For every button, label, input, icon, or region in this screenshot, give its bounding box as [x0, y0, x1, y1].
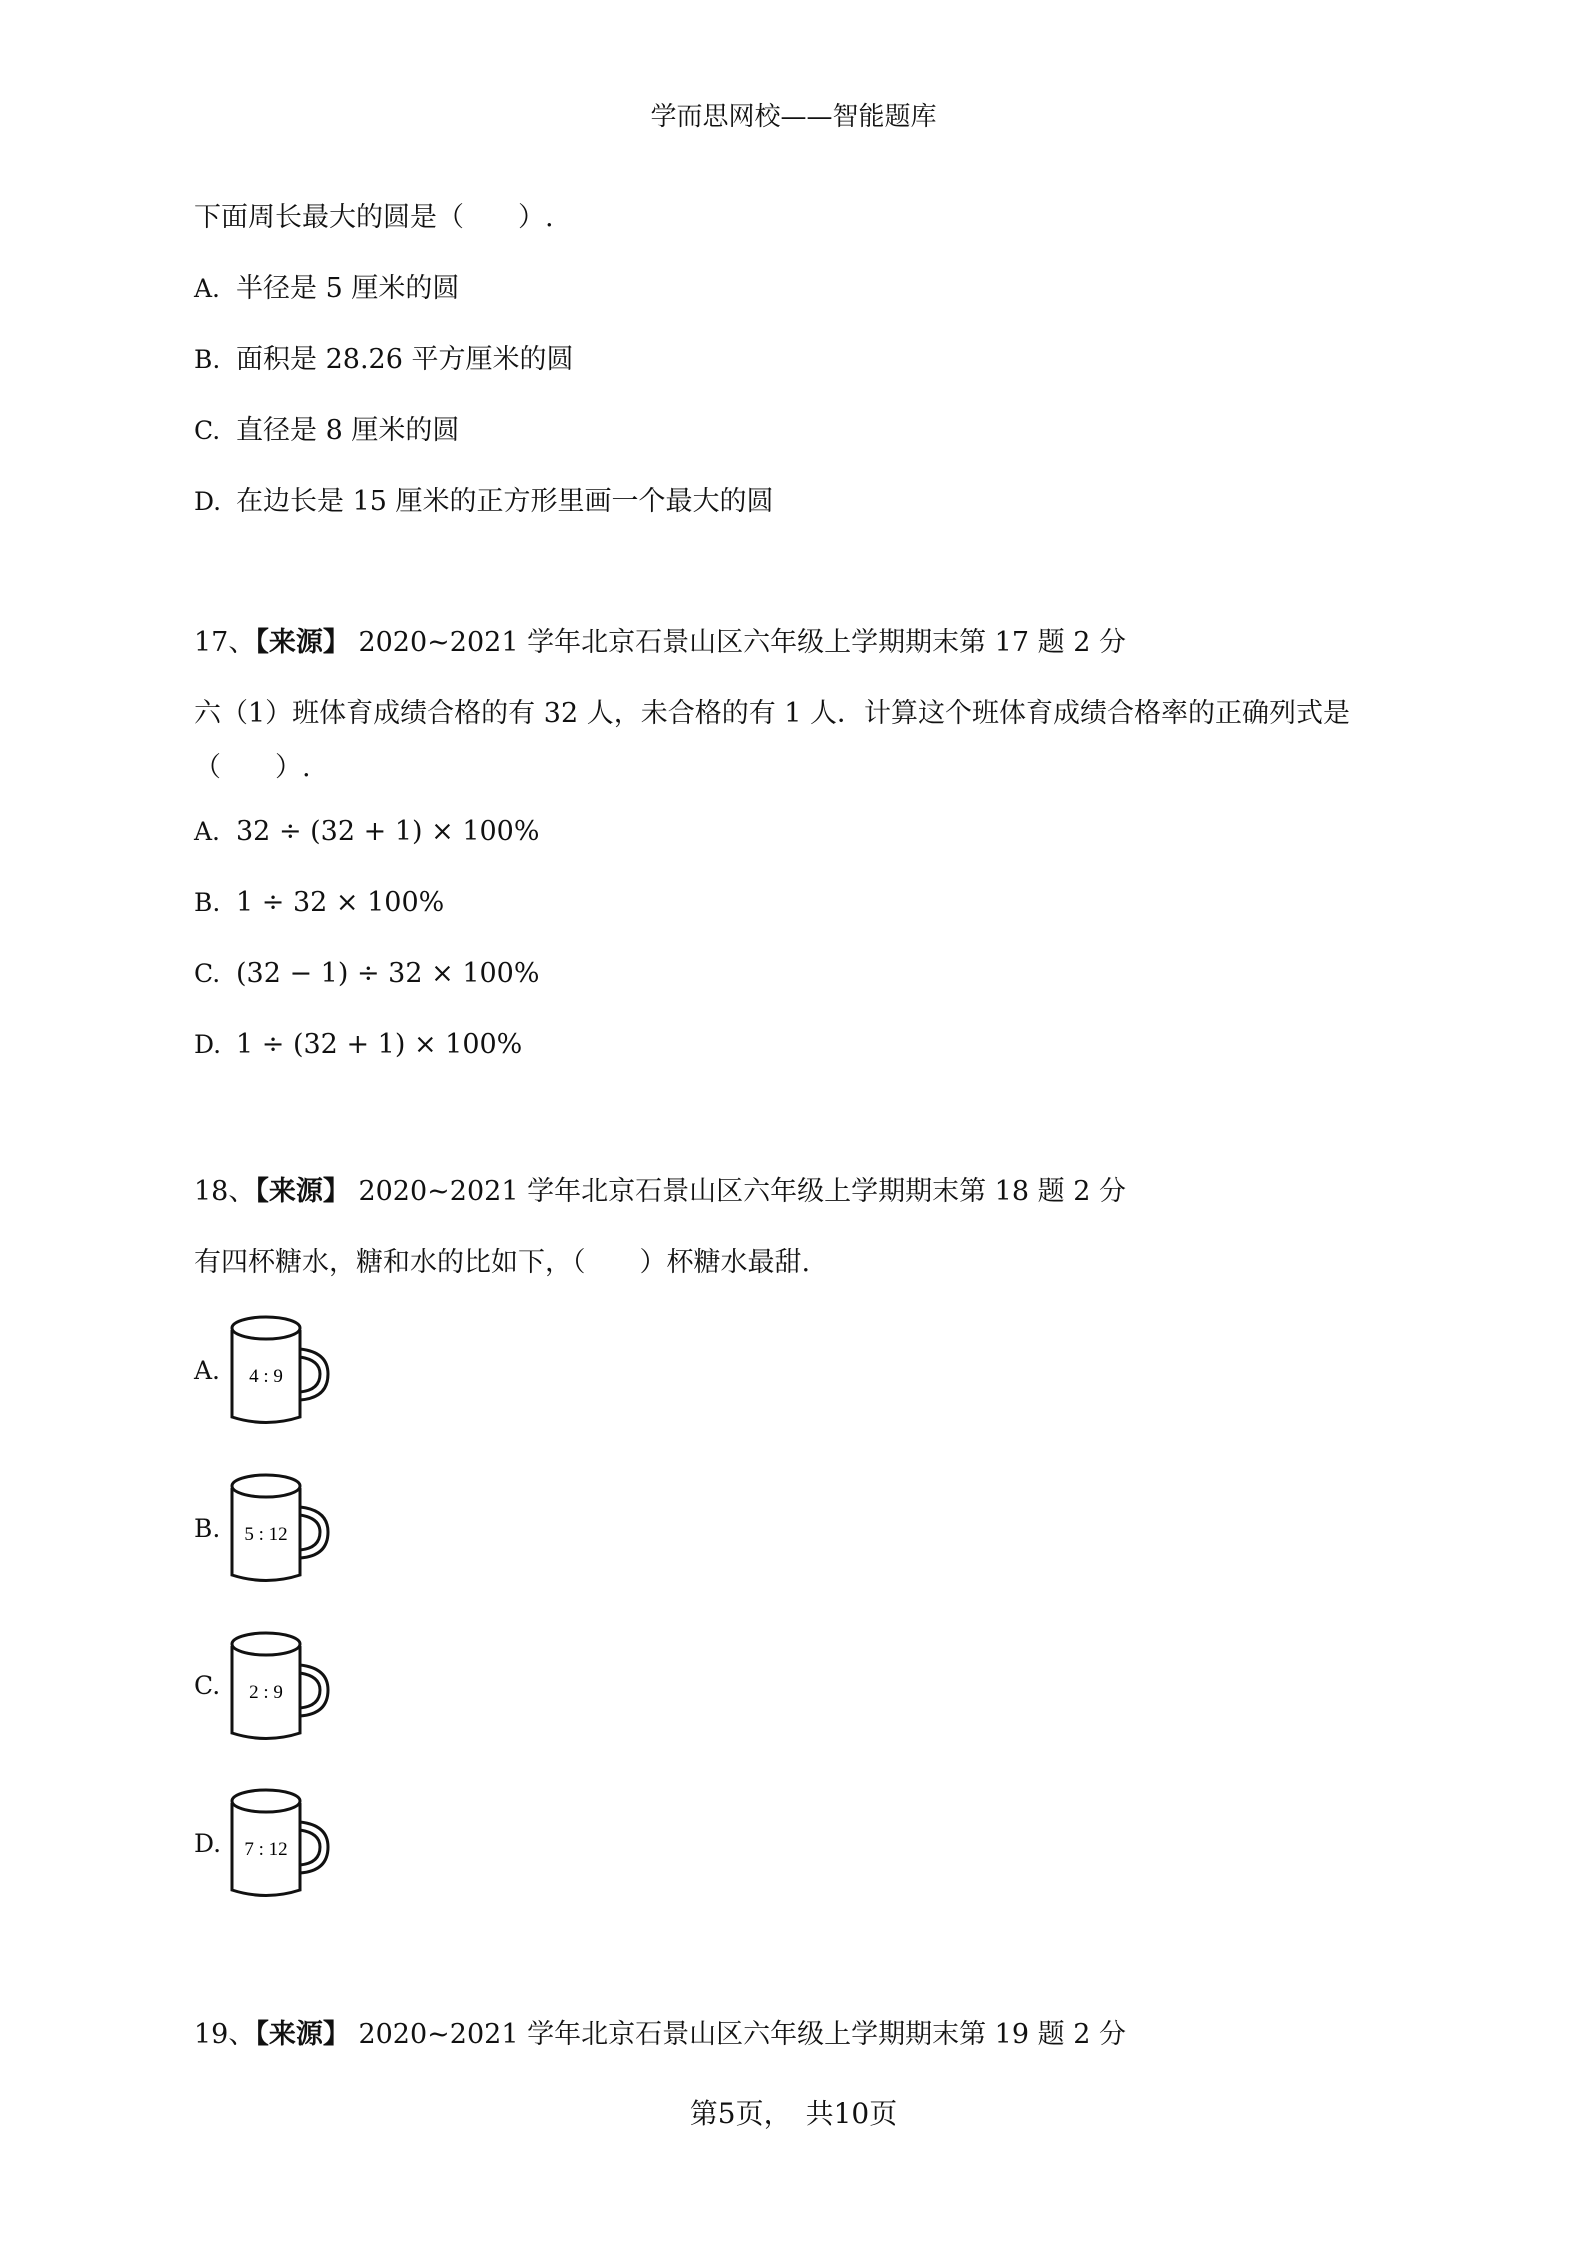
mug-ratio: 4 : 9	[249, 1366, 283, 1387]
option-letter: B.	[194, 345, 221, 374]
mug-icon	[226, 1312, 332, 1428]
mug-ratio: 5 : 12	[244, 1524, 288, 1545]
source-text: 2020~2021 学年北京石景山区六年级上学期期末第 19 题 2 分	[358, 2019, 1126, 2050]
q16-stem: 下面周长最大的圆是（ ）.	[194, 202, 554, 233]
page-header: 学而思网校——智能题库	[650, 102, 937, 132]
option-letter: B.	[194, 888, 221, 917]
question-number: 19、	[194, 2019, 256, 2050]
option-formula: 32 ÷ (32 + 1) × 100%	[236, 816, 540, 847]
source-text: 2020~2021 学年北京石景山区六年级上学期期末第 17 题 2 分	[358, 627, 1126, 658]
option-letter: A.	[194, 274, 221, 303]
q17-option-c[interactable]	[194, 958, 540, 989]
q17-option-d[interactable]	[194, 1029, 522, 1060]
option-text: 在边长是 15 厘米的正方形里画一个最大的圆	[236, 486, 774, 517]
q17-option-b[interactable]	[194, 887, 444, 918]
option-letter: D.	[194, 487, 222, 516]
q19-source-line	[194, 2012, 1126, 2051]
mug-ratio: 2 : 9	[249, 1682, 283, 1703]
question-number: 17、	[194, 627, 256, 658]
option-letter: D.	[194, 1829, 222, 1858]
option-letter: B.	[194, 1514, 221, 1543]
source-label: 【来源】	[255, 1176, 350, 1207]
q16-option-c[interactable]	[194, 408, 459, 447]
source-label: 【来源】	[255, 2019, 350, 2050]
mug-icon	[226, 1628, 332, 1744]
option-text: 直径是 8 厘米的圆	[236, 415, 460, 446]
option-letter: D.	[194, 1030, 222, 1059]
q18-stem: 有四杯糖水，糖和水的比如下，（ ）杯糖水最甜.	[194, 1247, 811, 1278]
q16-option-b[interactable]	[194, 337, 573, 376]
question-number: 18、	[194, 1176, 256, 1207]
option-letter: C.	[194, 1671, 221, 1700]
option-letter: A.	[194, 1356, 221, 1385]
option-text: 面积是 28.26 平方厘米的圆	[236, 344, 574, 375]
q18-source-line	[194, 1169, 1126, 1208]
mug-icon	[226, 1785, 332, 1901]
option-formula: 1 ÷ (32 + 1) × 100%	[236, 1029, 523, 1060]
option-formula: (32 − 1) ÷ 32 × 100%	[236, 958, 540, 989]
source-label: 【来源】	[255, 627, 350, 658]
option-letter: C.	[194, 416, 221, 445]
q16-option-a[interactable]	[194, 266, 459, 305]
q17-stem-line1: 六（1）班体育成绩合格的有 32 人，未合格的有 1 人．计算这个班体育成绩合格率的正确列式是	[194, 698, 1351, 729]
q16-option-d[interactable]	[194, 479, 774, 518]
option-text: 半径是 5 厘米的圆	[236, 273, 460, 304]
mug-ratio: 7 : 12	[244, 1839, 288, 1860]
source-text: 2020~2021 学年北京石景山区六年级上学期期末第 18 题 2 分	[358, 1176, 1126, 1207]
q17-source-line	[194, 620, 1126, 659]
q17-option-a[interactable]	[194, 816, 540, 847]
option-formula: 1 ÷ 32 × 100%	[236, 887, 445, 918]
mug-icon	[226, 1470, 332, 1586]
option-letter: C.	[194, 959, 221, 988]
q17-stem-line2: （ ）.	[194, 752, 311, 783]
page-footer: 第5页， 共10页	[689, 2097, 898, 2130]
option-letter: A.	[194, 817, 221, 846]
